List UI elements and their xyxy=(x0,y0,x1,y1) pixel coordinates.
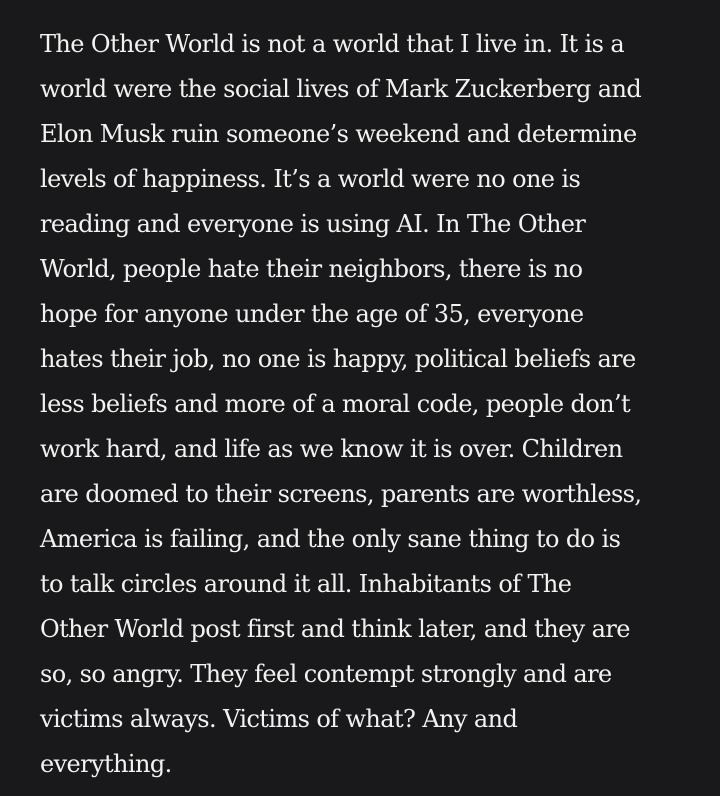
paragraph-line: work hard, and life as we know it is over. Children xyxy=(40,435,623,463)
paragraph-line: everything. xyxy=(40,750,172,778)
paragraph xyxy=(40,22,690,787)
paragraph-line: America is failing, and the only sane thing to do is xyxy=(40,525,621,553)
article-body xyxy=(40,22,690,787)
paragraph-line: levels of happiness. It’s a world were no one is xyxy=(40,165,581,193)
paragraph-line: are doomed to their screens, parents are worthless, xyxy=(40,480,642,508)
paragraph-line: World, people hate their neighbors, there is no xyxy=(40,255,583,283)
paragraph-line: hope for anyone under the age of 35, everyone xyxy=(40,300,584,328)
paragraph-line: Other World post first and think later, and they are xyxy=(40,615,630,643)
paragraph-line: The Other World is not a world that I live in. It is a xyxy=(40,30,625,58)
paragraph-line: hates their job, no one is happy, political beliefs are xyxy=(40,345,636,373)
paragraph-line: so, so angry. They feel contempt strongly and are xyxy=(40,660,612,688)
paragraph-line: reading and everyone is using AI. In The Other xyxy=(40,210,586,238)
paragraph-line: world were the social lives of Mark Zuckerberg and xyxy=(40,75,642,103)
paragraph-line: less beliefs and more of a moral code, people don’t xyxy=(40,390,631,418)
paragraph-line: Elon Musk ruin someone’s weekend and determine xyxy=(40,120,637,148)
paragraph-line: victims always. Victims of what? Any and xyxy=(40,705,518,733)
paragraph-line: to talk circles around it all. Inhabitants of The xyxy=(40,570,572,598)
